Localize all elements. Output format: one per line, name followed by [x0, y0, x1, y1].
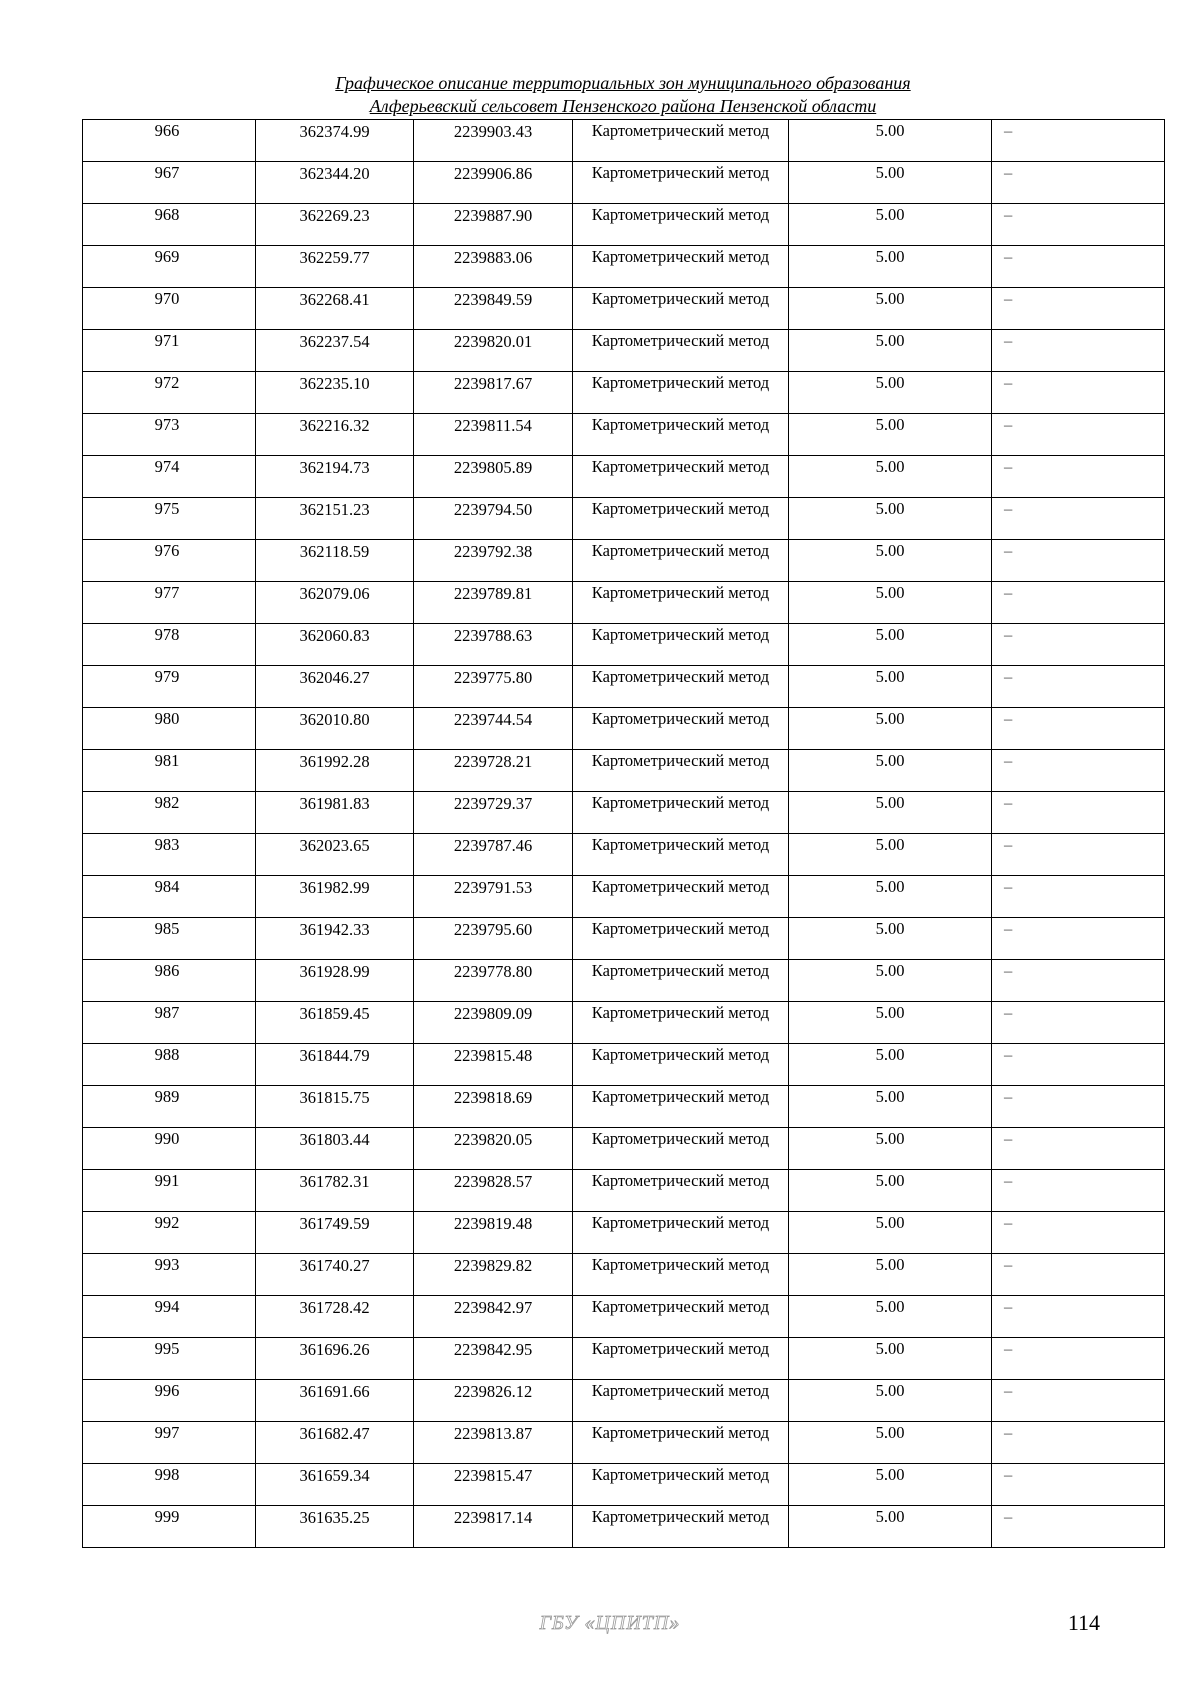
point-number-cell: 996 [83, 1380, 256, 1422]
accuracy-cell: 5.00 [789, 708, 992, 750]
note-cell: – [992, 540, 1165, 582]
x-coordinate-cell: 362237.54 [256, 330, 414, 372]
table-row [83, 1338, 1165, 1380]
point-number-cell: 970 [83, 288, 256, 330]
y-coordinate-cell: 2239906.86 [414, 162, 573, 204]
y-coordinate-cell: 2239817.67 [414, 372, 573, 414]
table-row [83, 792, 1165, 834]
accuracy-cell: 5.00 [789, 1044, 992, 1086]
accuracy-cell: 5.00 [789, 1002, 992, 1044]
note-cell: – [992, 834, 1165, 876]
document-title-line-1: Графическое описание территориальных зон муниципального образования [335, 73, 911, 93]
x-coordinate-cell: 362046.27 [256, 666, 414, 708]
method-cell: Картометрический метод [573, 876, 789, 918]
point-number-cell: 979 [83, 666, 256, 708]
note-cell: – [992, 624, 1165, 666]
accuracy-cell: 5.00 [789, 876, 992, 918]
note-cell: – [992, 246, 1165, 288]
method-cell: Картометрический метод [573, 708, 789, 750]
accuracy-cell: 5.00 [789, 540, 992, 582]
point-number-cell: 981 [83, 750, 256, 792]
accuracy-cell: 5.00 [789, 582, 992, 624]
accuracy-cell: 5.00 [789, 1380, 992, 1422]
accuracy-cell: 5.00 [789, 624, 992, 666]
y-coordinate-cell: 2239811.54 [414, 414, 573, 456]
x-coordinate-cell: 362060.83 [256, 624, 414, 666]
table-row [83, 1086, 1165, 1128]
table-row [83, 1212, 1165, 1254]
y-coordinate-cell: 2239818.69 [414, 1086, 573, 1128]
accuracy-cell: 5.00 [789, 120, 992, 162]
point-number-cell: 991 [83, 1170, 256, 1212]
y-coordinate-cell: 2239744.54 [414, 708, 573, 750]
method-cell: Картометрический метод [573, 120, 789, 162]
point-number-cell: 987 [83, 1002, 256, 1044]
y-coordinate-cell: 2239805.89 [414, 456, 573, 498]
y-coordinate-cell: 2239819.48 [414, 1212, 573, 1254]
y-coordinate-cell: 2239849.59 [414, 288, 573, 330]
table-row [83, 246, 1165, 288]
accuracy-cell: 5.00 [789, 1086, 992, 1128]
method-cell: Картометрический метод [573, 288, 789, 330]
y-coordinate-cell: 2239828.57 [414, 1170, 573, 1212]
method-cell: Картометрический метод [573, 1002, 789, 1044]
note-cell: – [992, 1338, 1165, 1380]
method-cell: Картометрический метод [573, 414, 789, 456]
x-coordinate-cell: 361635.25 [256, 1506, 414, 1548]
note-cell: – [992, 792, 1165, 834]
table-row [83, 540, 1165, 582]
coordinates-table [82, 119, 1165, 1548]
method-cell: Картометрический метод [573, 1044, 789, 1086]
note-cell: – [992, 162, 1165, 204]
accuracy-cell: 5.00 [789, 750, 992, 792]
note-cell: – [992, 414, 1165, 456]
note-cell: – [992, 1212, 1165, 1254]
table-row [83, 372, 1165, 414]
note-cell: – [992, 1464, 1165, 1506]
note-cell: – [992, 330, 1165, 372]
note-cell: – [992, 582, 1165, 624]
table-row [83, 1170, 1165, 1212]
method-cell: Картометрический метод [573, 1506, 789, 1548]
point-number-cell: 994 [83, 1296, 256, 1338]
point-number-cell: 993 [83, 1254, 256, 1296]
y-coordinate-cell: 2239820.01 [414, 330, 573, 372]
y-coordinate-cell: 2239903.43 [414, 120, 573, 162]
y-coordinate-cell: 2239809.09 [414, 1002, 573, 1044]
point-number-cell: 980 [83, 708, 256, 750]
method-cell: Картометрический метод [573, 1380, 789, 1422]
note-cell: – [992, 1380, 1165, 1422]
point-number-cell: 971 [83, 330, 256, 372]
x-coordinate-cell: 361740.27 [256, 1254, 414, 1296]
accuracy-cell: 5.00 [789, 456, 992, 498]
x-coordinate-cell: 361803.44 [256, 1128, 414, 1170]
method-cell: Картометрический метод [573, 792, 789, 834]
y-coordinate-cell: 2239813.87 [414, 1422, 573, 1464]
table-row [83, 1380, 1165, 1422]
y-coordinate-cell: 2239795.60 [414, 918, 573, 960]
y-coordinate-cell: 2239826.12 [414, 1380, 573, 1422]
method-cell: Картометрический метод [573, 750, 789, 792]
y-coordinate-cell: 2239789.81 [414, 582, 573, 624]
table-row [83, 330, 1165, 372]
accuracy-cell: 5.00 [789, 666, 992, 708]
accuracy-cell: 5.00 [789, 1254, 992, 1296]
method-cell: Картометрический метод [573, 1464, 789, 1506]
point-number-cell: 976 [83, 540, 256, 582]
y-coordinate-cell: 2239842.97 [414, 1296, 573, 1338]
x-coordinate-cell: 361982.99 [256, 876, 414, 918]
accuracy-cell: 5.00 [789, 1338, 992, 1380]
x-coordinate-cell: 362374.99 [256, 120, 414, 162]
point-number-cell: 982 [83, 792, 256, 834]
accuracy-cell: 5.00 [789, 792, 992, 834]
y-coordinate-cell: 2239883.06 [414, 246, 573, 288]
x-coordinate-cell: 362216.32 [256, 414, 414, 456]
note-cell: – [992, 918, 1165, 960]
point-number-cell: 990 [83, 1128, 256, 1170]
point-number-cell: 992 [83, 1212, 256, 1254]
table-row [83, 624, 1165, 666]
note-cell: – [992, 1128, 1165, 1170]
x-coordinate-cell: 361691.66 [256, 1380, 414, 1422]
table-row [83, 1128, 1165, 1170]
method-cell: Картометрический метод [573, 540, 789, 582]
accuracy-cell: 5.00 [789, 918, 992, 960]
table-row [83, 456, 1165, 498]
x-coordinate-cell: 361992.28 [256, 750, 414, 792]
table-row [83, 918, 1165, 960]
point-number-cell: 998 [83, 1464, 256, 1506]
method-cell: Картометрический метод [573, 834, 789, 876]
y-coordinate-cell: 2239794.50 [414, 498, 573, 540]
point-number-cell: 967 [83, 162, 256, 204]
note-cell: – [992, 1170, 1165, 1212]
point-number-cell: 989 [83, 1086, 256, 1128]
x-coordinate-cell: 361815.75 [256, 1086, 414, 1128]
point-number-cell: 995 [83, 1338, 256, 1380]
method-cell: Картометрический метод [573, 1086, 789, 1128]
y-coordinate-cell: 2239787.46 [414, 834, 573, 876]
note-cell: – [992, 1254, 1165, 1296]
note-cell: – [992, 960, 1165, 1002]
x-coordinate-cell: 361728.42 [256, 1296, 414, 1338]
table-row [83, 120, 1165, 162]
x-coordinate-cell: 362269.23 [256, 204, 414, 246]
y-coordinate-cell: 2239887.90 [414, 204, 573, 246]
point-number-cell: 977 [83, 582, 256, 624]
point-number-cell: 985 [83, 918, 256, 960]
point-number-cell: 972 [83, 372, 256, 414]
accuracy-cell: 5.00 [789, 414, 992, 456]
method-cell: Картометрический метод [573, 372, 789, 414]
point-number-cell: 978 [83, 624, 256, 666]
point-number-cell: 988 [83, 1044, 256, 1086]
note-cell: – [992, 708, 1165, 750]
table-row [83, 1044, 1165, 1086]
note-cell: – [992, 498, 1165, 540]
note-cell: – [992, 288, 1165, 330]
accuracy-cell: 5.00 [789, 1464, 992, 1506]
note-cell: – [992, 876, 1165, 918]
note-cell: – [992, 666, 1165, 708]
accuracy-cell: 5.00 [789, 1506, 992, 1548]
accuracy-cell: 5.00 [789, 1128, 992, 1170]
point-number-cell: 975 [83, 498, 256, 540]
table-row [83, 582, 1165, 624]
method-cell: Картометрический метод [573, 1128, 789, 1170]
note-cell: – [992, 1086, 1165, 1128]
method-cell: Картометрический метод [573, 1422, 789, 1464]
table-row [83, 414, 1165, 456]
x-coordinate-cell: 362010.80 [256, 708, 414, 750]
y-coordinate-cell: 2239729.37 [414, 792, 573, 834]
x-coordinate-cell: 361859.45 [256, 1002, 414, 1044]
x-coordinate-cell: 362023.65 [256, 834, 414, 876]
method-cell: Картометрический метод [573, 498, 789, 540]
x-coordinate-cell: 361682.47 [256, 1422, 414, 1464]
document-title-line-2: Алферьевский сельсовет Пензенского района Пензенской области [369, 96, 877, 116]
table-row [83, 1296, 1165, 1338]
x-coordinate-cell: 361696.26 [256, 1338, 414, 1380]
y-coordinate-cell: 2239791.53 [414, 876, 573, 918]
y-coordinate-cell: 2239778.80 [414, 960, 573, 1002]
note-cell: – [992, 1002, 1165, 1044]
method-cell: Картометрический метод [573, 204, 789, 246]
table-row [83, 750, 1165, 792]
point-number-cell: 973 [83, 414, 256, 456]
x-coordinate-cell: 362344.20 [256, 162, 414, 204]
accuracy-cell: 5.00 [789, 834, 992, 876]
x-coordinate-cell: 361928.99 [256, 960, 414, 1002]
accuracy-cell: 5.00 [789, 288, 992, 330]
y-coordinate-cell: 2239815.48 [414, 1044, 573, 1086]
point-number-cell: 999 [83, 1506, 256, 1548]
note-cell: – [992, 372, 1165, 414]
point-number-cell: 966 [83, 120, 256, 162]
y-coordinate-cell: 2239775.80 [414, 666, 573, 708]
method-cell: Картометрический метод [573, 1338, 789, 1380]
x-coordinate-cell: 362259.77 [256, 246, 414, 288]
table-row [83, 162, 1165, 204]
x-coordinate-cell: 361981.83 [256, 792, 414, 834]
y-coordinate-cell: 2239792.38 [414, 540, 573, 582]
y-coordinate-cell: 2239820.05 [414, 1128, 573, 1170]
table-row [83, 204, 1165, 246]
point-number-cell: 986 [83, 960, 256, 1002]
note-cell: – [992, 1296, 1165, 1338]
x-coordinate-cell: 361749.59 [256, 1212, 414, 1254]
y-coordinate-cell: 2239817.14 [414, 1506, 573, 1548]
method-cell: Картометрический метод [573, 1296, 789, 1338]
y-coordinate-cell: 2239829.82 [414, 1254, 573, 1296]
table-row [83, 1506, 1165, 1548]
point-number-cell: 968 [83, 204, 256, 246]
table-row [83, 834, 1165, 876]
y-coordinate-cell: 2239788.63 [414, 624, 573, 666]
table-row [83, 1002, 1165, 1044]
x-coordinate-cell: 361782.31 [256, 1170, 414, 1212]
method-cell: Картометрический метод [573, 960, 789, 1002]
point-number-cell: 974 [83, 456, 256, 498]
accuracy-cell: 5.00 [789, 330, 992, 372]
method-cell: Картометрический метод [573, 246, 789, 288]
method-cell: Картометрический метод [573, 918, 789, 960]
accuracy-cell: 5.00 [789, 1296, 992, 1338]
x-coordinate-cell: 362118.59 [256, 540, 414, 582]
point-number-cell: 983 [83, 834, 256, 876]
method-cell: Картометрический метод [573, 162, 789, 204]
table-row [83, 1464, 1165, 1506]
accuracy-cell: 5.00 [789, 162, 992, 204]
note-cell: – [992, 204, 1165, 246]
table-row [83, 708, 1165, 750]
accuracy-cell: 5.00 [789, 204, 992, 246]
table-row [83, 498, 1165, 540]
page-number: 114 [1067, 1610, 1100, 1635]
y-coordinate-cell: 2239728.21 [414, 750, 573, 792]
x-coordinate-cell: 362151.23 [256, 498, 414, 540]
table-row [83, 876, 1165, 918]
x-coordinate-cell: 361659.34 [256, 1464, 414, 1506]
y-coordinate-cell: 2239842.95 [414, 1338, 573, 1380]
accuracy-cell: 5.00 [789, 246, 992, 288]
note-cell: – [992, 1506, 1165, 1548]
coordinates-table-body [83, 120, 1165, 1548]
method-cell: Картометрический метод [573, 582, 789, 624]
point-number-cell: 997 [83, 1422, 256, 1464]
method-cell: Картометрический метод [573, 1254, 789, 1296]
table-row [83, 1254, 1165, 1296]
method-cell: Картометрический метод [573, 330, 789, 372]
table-row [83, 1422, 1165, 1464]
point-number-cell: 969 [83, 246, 256, 288]
point-number-cell: 984 [83, 876, 256, 918]
accuracy-cell: 5.00 [789, 960, 992, 1002]
table-row [83, 960, 1165, 1002]
method-cell: Картометрический метод [573, 456, 789, 498]
note-cell: – [992, 750, 1165, 792]
method-cell: Картометрический метод [573, 666, 789, 708]
x-coordinate-cell: 361844.79 [256, 1044, 414, 1086]
footer-organization: ГБУ «ЦПИТП» [539, 1612, 681, 1634]
method-cell: Картометрический метод [573, 624, 789, 666]
x-coordinate-cell: 361942.33 [256, 918, 414, 960]
accuracy-cell: 5.00 [789, 1170, 992, 1212]
x-coordinate-cell: 362268.41 [256, 288, 414, 330]
method-cell: Картометрический метод [573, 1170, 789, 1212]
accuracy-cell: 5.00 [789, 1212, 992, 1254]
note-cell: – [992, 120, 1165, 162]
note-cell: – [992, 456, 1165, 498]
x-coordinate-cell: 362235.10 [256, 372, 414, 414]
table-row [83, 288, 1165, 330]
accuracy-cell: 5.00 [789, 1422, 992, 1464]
accuracy-cell: 5.00 [789, 372, 992, 414]
x-coordinate-cell: 362194.73 [256, 456, 414, 498]
accuracy-cell: 5.00 [789, 498, 992, 540]
table-row [83, 666, 1165, 708]
y-coordinate-cell: 2239815.47 [414, 1464, 573, 1506]
note-cell: – [992, 1422, 1165, 1464]
method-cell: Картометрический метод [573, 1212, 789, 1254]
x-coordinate-cell: 362079.06 [256, 582, 414, 624]
note-cell: – [992, 1044, 1165, 1086]
